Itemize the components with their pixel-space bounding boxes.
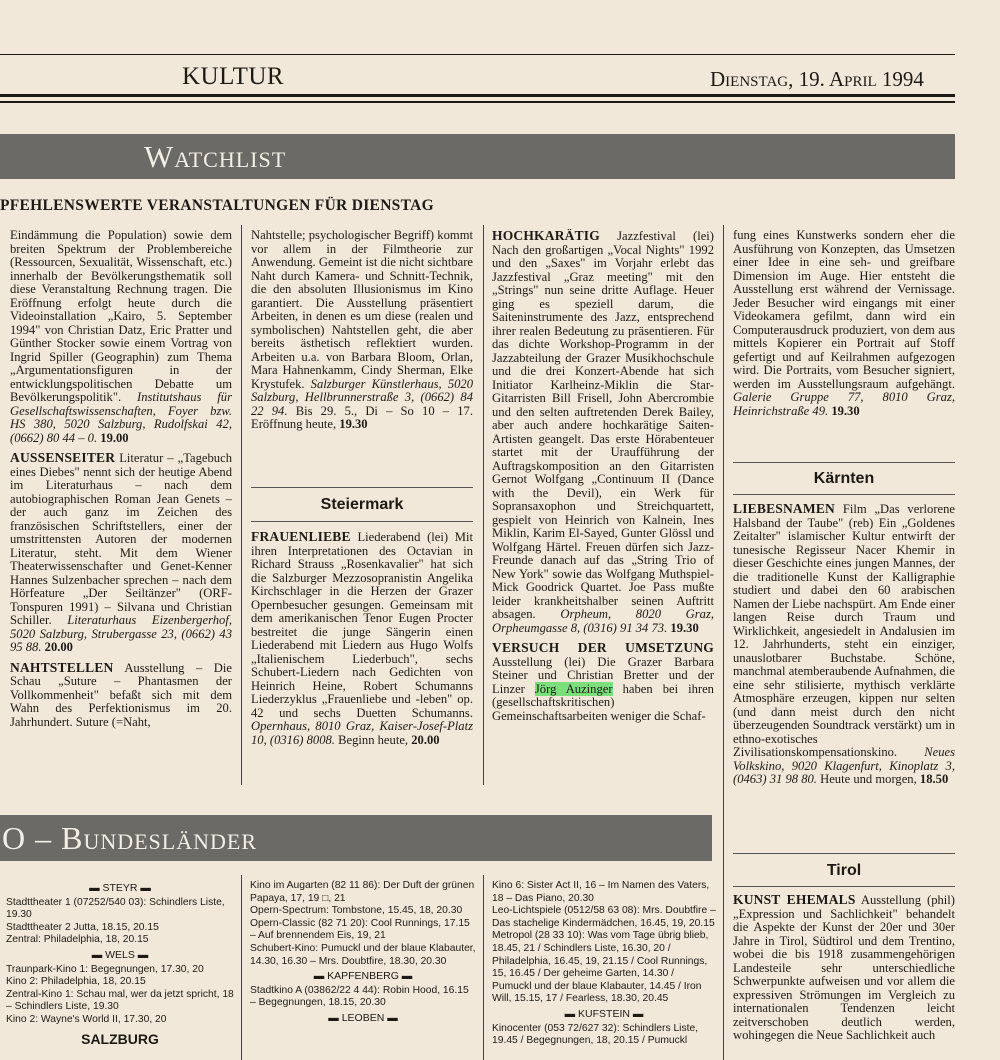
article-keyword: AUSSENSEITER (10, 450, 116, 465)
city-heading: ▬ LEOBEN ▬ (328, 1011, 398, 1024)
cinema-listing-column-3 (492, 880, 716, 1060)
event-time: 19.30 (339, 417, 368, 431)
region-rule (733, 462, 955, 463)
article-column-4 (733, 229, 955, 439)
city-heading: ▬ WELS ▬ (91, 948, 149, 961)
article-column-4c (733, 893, 955, 1060)
listing-item: Zentral: Philadelphia, 18, 20.15 (6, 934, 149, 946)
article-text: fung eines Kunstwerks sondern eher die Ausführung von Konzepten, das Umsetzen einer Idee in eine seh- und greifbare Dimension im Auge. Hier entsteht die Ausstellung erst während der Vernissage. Jeder Besucher wird eingangs mit einer Videokamera gefilmt, dann wird ein Computerausdruck produziert, von dem aus mittels Kopierer ein Portrait auf Stoff gefertigt und auf Keilrahmen aufgezogen wird. Die Portraits, vom Besucher signiert, werden im Ausstellungsraum aufgehängt. (733, 229, 955, 391)
venue-address: Salzburger Künstlerhaus, 5020 Salzburg, Hellbrunnerstraße 3, (0662) 84 22 94. (251, 376, 473, 418)
highlighted-name: Jörg Auzinger (534, 681, 613, 696)
bundeslaender-title: O – Bundesländer (2, 820, 258, 856)
listing-item: Opern-Classic (82 71 20): Cool Runnings, 17.15 – Auf brennendem Eis, 19, 21 (250, 917, 470, 942)
article-text: Ausstellung – Die Schau „Suture – Phantasmen der Vollkommenheit" befaßt sich mit dem Wahn des Perfektionismus im 20. Jahrhundert. Suture (=Naht, (10, 660, 232, 729)
venue-address: Literaturhaus Eizenbergerhof, 5020 Salzburg, Strubergasse 23, (0662) 43 95 88. (10, 613, 232, 654)
region-heading-steiermark: Steiermark (320, 496, 404, 513)
article-text: Film „Das verlorene Halsband der Taube" (reb) Ein „Goldenes Zeitalter" islamischer Kultur entwirft der tunesische Regisseur Nacer Khemir in dieser Geschichte eines jungen Mannes, der die traditionelle Kunst der Kalligraphie studiert und dabei den 60 arabischen Namen der Liebe nachspürt. Am Ende einer langen Reise durch Traum und Wirklichkeit, angesiedelt in Andalusien im 12. Jahrhunderts, steht ein einziger, unauslotbarer Buchstabe. Schöne, manchmal atemberaubende Aufnahmen, die eine sehr stilisierte, mythisch verklärte Atmosphäre erzeugen, kippen nur selten (und dann meist durch den nicht überzeugenden Soundtrack verstärkt) um in ethno-exotisches Zivilisationskompensationskino. (733, 502, 955, 759)
city-heading: SALZBURG (81, 1030, 159, 1047)
listing-item: Kino im Augarten (82 11 86): Der Duft der grünen Papaya, 17, 19 □, 21 (250, 880, 475, 904)
column-divider (483, 875, 484, 1060)
listing-item: Zentral-Kino 1: Schau mal, wer da jetzt spricht, 18 – Schindlers Liste, 19.30 (6, 988, 234, 1013)
article-text: Ausstellung (phil) „Expression und Sachlichkeit" behandelt die Aspekte der Kunst der 20er und 30er Jahre in Tirol, Südtirol und dem Trentino, wobei die bis 1918 zusammengehörigen Landesteile sehr unterschiedliche Schwerpunkte aufweisen und vor allem die expressiven Strömungen im Vergleich zu internationalen Tendenzen leicht zeitverschoben deutlich werden, wohingegen die Neue Sachlichkeit auch (733, 893, 955, 1042)
listing-item: Kino 2: Philadelphia, 18, 20.15 (6, 976, 146, 988)
article-text: Ausstellung (lei) Die Grazer Barbara Steiner und Christian Bretter und der Linzer (492, 654, 714, 696)
listing-item: Stadttheater 1 (07252/540 03): Schindlers Liste, 19.30 (6, 896, 225, 921)
event-time: 18.50 (919, 772, 949, 786)
article-column-4b (733, 502, 955, 832)
listing-item: Traunpark-Kino 1: Begegnungen, 17.30, 20 (6, 963, 204, 975)
article-keyword: LIEBESNAMEN (733, 502, 835, 516)
listing-item: Kino 2: Wayne's World II, 17.30, 20 (6, 1013, 167, 1025)
event-time: 20.00 (44, 640, 73, 654)
column-divider (483, 225, 484, 785)
article-text: Eindämmung die Population) sowie dem breiten Spektrum der Problembereiche (Ressourcen, Sexualität, Wissenschaft, etc.) innerhalb der Bevölkerungsthematik soll diese Veranstaltung Rechnung tragen. Die Eröffnung erfolgt heute durch die Videoinstallation „Kairo, 5. September 1994" von Christian Datz, Eric Pratter und Günther Stocker sowie einem Vortrag von Ingrid Spiller (Geographin) zum Thema „Argumentationsfiguren in der entwicklungspolitischen Debatte um Bevölkerungspolitik". (10, 229, 232, 404)
region-heading-kaernten: Kärnten (813, 470, 875, 487)
header-rule-thick (0, 94, 955, 97)
event-time: 20.00 (411, 732, 440, 747)
venue-address: Galerie Gruppe 77, 8010 Graz, Heinrichstraße 49. (733, 390, 955, 418)
article-keyword: VERSUCH DER UMSETZUNG (492, 640, 714, 655)
article-keyword: KUNST EHEMALS (733, 893, 856, 907)
region-heading-tirol: Tirol (826, 862, 862, 879)
venue-address: Institutshaus für Gesellschaftswissenschaften, Foyer bzw. HS 380, 5020 Salzburg, Rudolfskai 42, (0662) 80 44 – 0. (10, 390, 232, 445)
listing-item: Metropol (28 33 10): Was vom Tage übrig blieb, 18.45, 21 / Schindlers Liste, 16.30, 20 / Philadelphia, 16.45, 19, 21.15 / Cool Runnings, 15, 16.45 / Der geheime Garten, 14.30 / Pumuckl und der blaue Klabauter, 14.45 / Iron Will, 15.15, 17 / Fearless, 18.30, 20.45 (492, 930, 709, 1005)
article-text: Beginn heute, (338, 732, 409, 747)
cinema-listing-column-2 (250, 880, 476, 1060)
listing-item: Stadtkino A (03862/22 4 44): Robin Hood, 16.15 – Begegnungen, 18.15, 20.30 (250, 984, 469, 1009)
article-column-3 (492, 229, 714, 785)
city-heading: ▬ KAPFENBERG ▬ (313, 970, 413, 983)
venue-address: Opernhaus, 8010 Graz, Kaiser-Josef-Platz 10, (0316) 8008. (251, 719, 473, 747)
section-title: KULTUR (182, 63, 285, 90)
event-time: 19.30 (670, 620, 699, 635)
article-keyword: NAHTSTELLEN (10, 659, 114, 675)
listing-item: Leo-Lichtspiele (0512/58 63 08): Mrs. Doubtfire – Das stachelige Kindermädchen, 16.45, 19, 20.15 (492, 905, 716, 929)
city-name: KUFSTEIN (578, 1007, 630, 1020)
venue-address: Orpheum, 8020 Graz, Orpheumgasse 8, (0316) 91 34 73. (492, 607, 714, 635)
listing-item: Kino 6: Sister Act II, 16 – Im Namen des Vaters, 18 – Das Piano, 20.30 (492, 880, 710, 904)
bundeslaender-banner (0, 815, 712, 861)
event-time: 19.00 (100, 430, 129, 445)
issue-date: Dienstag, 19. April 1994 (710, 67, 924, 91)
article-text: Heute und morgen, (820, 772, 917, 786)
listing-item: Kinocenter (053 72/627 32): Schindlers Liste, 19.45 / Begegnungen, 18, 20.15 / Pumuckl (492, 1022, 699, 1047)
listing-item: Opern-Spectrum: Tombstone, 15.45, 18, 20.30 (250, 905, 463, 917)
article-text: Jazzfestival (lei) Nach den großartigen „Vocal Nights" 1992 und den „Saxes" im Vorjahr erlebt das Jazzfestival „Graz meeting" mit den „Strings" nun seine dritte Auflage. Heuer ging es speziell darum, die Saiteninstrumente des Jazz, entsprechend ihrer realen Bedeutung zu präsentieren. Für das dichte Workshop-Programm in der Jazzabteilung der Grazer Musikhochschule und die drei Konzert-Abende hat sich Initiator Karlheinz-Miklin die Star-Gitarristen Bill Frisell, John Abercrombie und den selten auftretenden Derek Bailey, aber auch andere hochkarätige Saiten-Artisten geangelt. Das erste Hörabenteuer startet mit der Uraufführung der Auftragskomposition an den Gitarristen Gernot Wolfgang „Continuum II (Dance with the Devil), ein Werk für Sopransaxophon und Streichquartett, gespielt von Heinrich von Kalnein, Ines Miklin, Karim El-Sayed, Gunter Glössl und Wolfgang Härtel. Freuen dürfen sich Jazz-Freunde danach auf das „String Trio of New York" sowie das Wolfgang Muthspiel-Mick Goodrick Quartet. Joe Pass mußte leider krankheitshalber seinen Auftritt absagen. (492, 229, 714, 621)
region-rule (251, 521, 473, 522)
column-divider (723, 225, 724, 1060)
region-rule (733, 853, 955, 854)
header-top-rule (0, 54, 955, 55)
article-column-2b (251, 530, 473, 785)
article-text: haben bei ihren (gesellschaftskritischen) Gemeinschaftsarbeiten weniger die Schaf- (492, 681, 714, 723)
region-rule (733, 886, 955, 887)
article-text: Bis 29. 5., Di – So 10 – 17. Eröffnung heute, (251, 403, 473, 431)
city-heading: ▬ STEYR ▬ (89, 882, 151, 894)
listing-item: Stadttheater 2 Jutta, 18.15, 20.15 (6, 921, 159, 933)
article-column-1 (10, 229, 232, 785)
city-name: LEOBEN (341, 1011, 385, 1024)
cinema-listing-column-1 (6, 880, 234, 1060)
city-heading: ▬ KUFSTEIN ▬ (564, 1007, 644, 1020)
venue-address: Neues Volkskino, 9020 Klagenfurt, Kinoplatz 3, (0463) 31 98 80. (733, 745, 955, 786)
column-divider (241, 225, 242, 785)
article-text: Liederabend (lei) Mit ihren Interpretationen des Octavian in Richard Strauss „Rosenkavalier" hat sich die Salzburger Mezzosopranistin Angelika Kirchschlager in die Herzen der Grazer Opernbesucher gesungen. Gemeinsam mit dem amerikanischen Tenor Eugen Procter bestreitet die junge Sängerin einen Liederabend mit Liedern aus Hugo Wolfs „Italienischem Liederbuch", sechs Schubert-Liedern nach Gedichten von Heinrich Heine, Robert Schumanns Liederzyklus „Frauenliebe und -leben" op. 42 und sechs Duetten Schumanns. (251, 530, 473, 720)
listing-item: Schubert-Kino: Pumuckl und der blaue Klabauter, 14.30, 16.30 – Mrs. Doubtfire, 18.30, 20.30 (250, 942, 476, 967)
article-keyword: HOCHKARÄTIG (492, 229, 600, 243)
region-rule (251, 487, 473, 488)
watchlist-subhead: PFEHLENSWERTE VERANSTALTUNGEN FÜR DIENSTAG (0, 197, 434, 214)
article-text: Literatur – „Tagebuch eines Diebes" nennt sich der heutige Abend im Literaturhaus – nach dem autobiographischen Roman Jean Genets – der auch ganz im Zeichen des französischen Schriftstellers, einer der umstrittensten Autoren der modernen Literatur, steht. Mit dem Wiener Theaterwissenschafter und Genet-Kenner Hannes Sulzenbacher sprechen – nach dem Hörfeature „Der Seiltänzer" (ORF-Tonspuren 1991) – Silvana und Christian Schiller. (10, 451, 232, 627)
city-name: KAPFENBERG (327, 970, 399, 983)
event-time: 19.30 (831, 403, 860, 418)
watchlist-title: Watchlist (144, 139, 287, 174)
article-keyword: FRAUENLIEBE (251, 530, 351, 544)
city-name: STEYR (102, 882, 138, 894)
column-divider (241, 875, 242, 1060)
article-text: Nahtstelle; psychologischer Begriff) kommt vor allem in der Filmtheorie zur Anwendung. Gemeint ist die nicht sichtbare Naht durch Kamera- und Schnitt-Technik, die den absoluten Illusionismus im Kino garantiert. Die Ausstellung präsentiert Arbeiten, in denen es um diese (realen und symbolischen) Nahtstellen geht, die aber bereits ästhetisch reflektiert wurden. Arbeiten u.a. von Barbara Bloom, Orlan, Mara Hahnenkamm, Cindy Sherman, Elke Krystufek. (251, 229, 473, 391)
city-name: WELS (105, 948, 135, 961)
header-rule-thin (0, 101, 955, 103)
region-rule (733, 494, 955, 495)
watchlist-banner (0, 134, 955, 179)
